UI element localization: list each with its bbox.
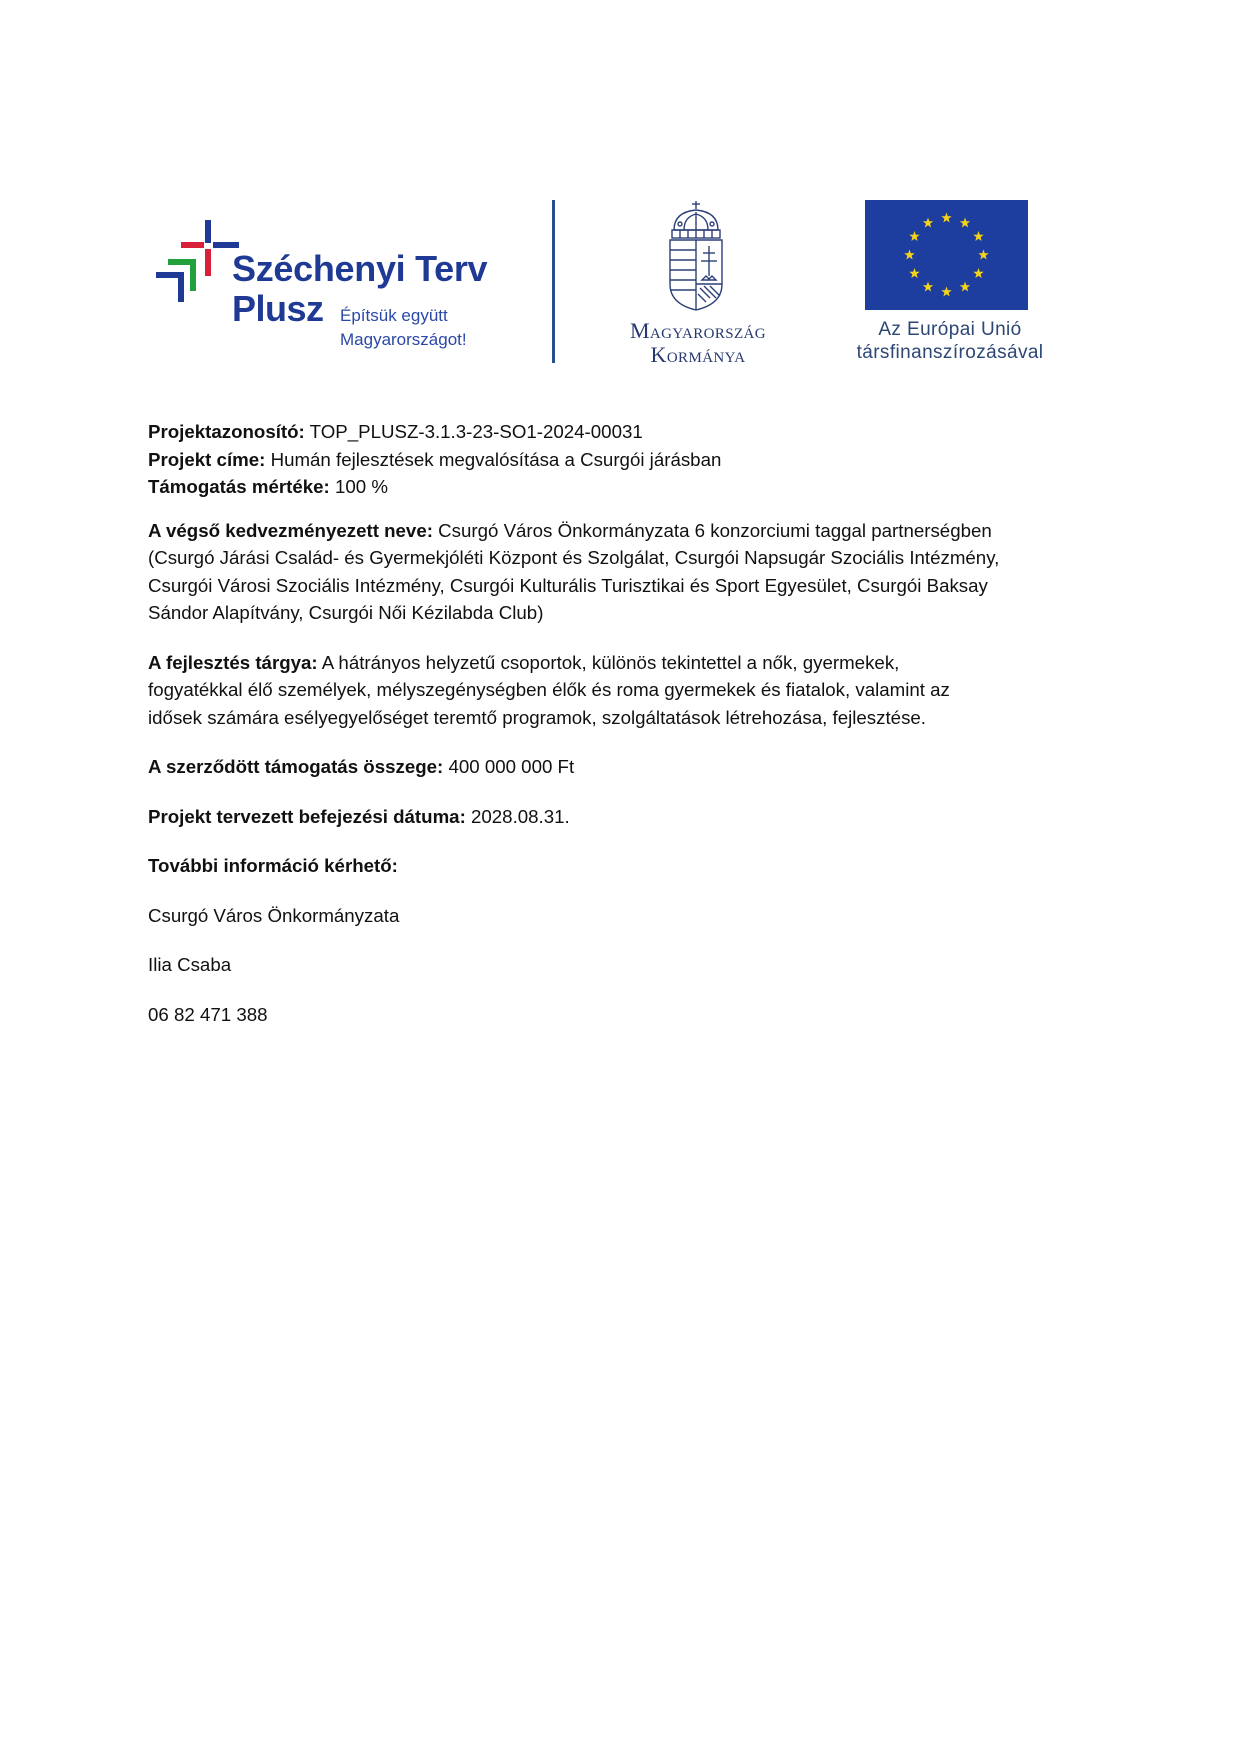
beneficiary-line: Sándor Alapítvány, Csurgói Női Kézilabda Club) (148, 602, 544, 623)
support-rate-label: Támogatás mértéke: (148, 476, 330, 497)
beneficiary-line: Csurgói Városi Szociális Intézmény, Csurgói Kulturális Turisztikai és Sport Egyesület, Csurgói Baksay (148, 574, 988, 596)
government-line-2: Kormánya (650, 342, 746, 367)
hungarian-coat-of-arms-icon (666, 200, 726, 312)
subject-label: A fejlesztés tárgya: (148, 651, 318, 673)
eu-flag-icon (865, 200, 1028, 310)
eu-label (830, 318, 1070, 364)
project-title-row (148, 446, 1098, 474)
project-id-label: Projektazonosító: (148, 421, 305, 442)
subject-line (148, 649, 1098, 677)
szechenyi-cross-icon (150, 212, 240, 302)
end-date-value: 2028.08.31. (465, 805, 570, 827)
amount-row (148, 753, 1098, 781)
project-title-label: Projekt címe: (148, 448, 266, 470)
project-title-value: Humán fejlesztések megvalósítása a Csurgói járásban (265, 448, 722, 470)
logo-divider (552, 200, 555, 363)
amount-value: 400 000 000 Ft (443, 756, 575, 777)
subject-block (148, 649, 1098, 732)
government-line-1: Magyarország (629, 318, 767, 343)
government-label (598, 319, 798, 367)
eu-line-1: Az Európai Unió (878, 319, 1022, 340)
project-id-row (148, 418, 1098, 446)
project-id-value: TOP_PLUSZ-3.1.3-23-SO1-2024-00031 (304, 421, 643, 442)
szechenyi-slogan (340, 304, 467, 352)
eu-cofinancing-logo (830, 200, 1070, 370)
beneficiary-line (148, 517, 1098, 545)
support-rate-row (148, 473, 1098, 501)
beneficiary-label: A végső kedvezményezett neve: (148, 519, 433, 541)
slogan-line-1: Építsük együtt (340, 306, 448, 325)
project-info (148, 418, 1098, 1028)
szechenyi-terv-plusz-logo (150, 212, 500, 362)
info-heading (148, 852, 1098, 880)
end-date-row (148, 803, 1098, 831)
contact-phone: 06 82 471 388 (148, 1003, 268, 1025)
szechenyi-title: Széchenyi Terv (232, 248, 488, 289)
eu-line-2: társfinanszírozásával (856, 342, 1044, 363)
amount-label: A szerződött támogatás összege: (148, 756, 444, 777)
subject-line: fogyatékkal élő személyek, mélyszegénységben élők és roma gyermekek és fiatalok, valamint az (148, 679, 950, 700)
beneficiary-text: Csurgó Város Önkormányzata 6 konzorciumi taggal partnerségben (432, 519, 992, 541)
beneficiary-block (148, 517, 1098, 627)
beneficiary-line: (Csurgó Járási Család- és Gyermekjóléti Központ és Szolgálat, Csurgói Napsugár Szociális Intézmény, (148, 547, 1000, 568)
subject-text: A hátrányos helyzetű csoportok, különös tekintettel a nők, gyermekek, (317, 651, 900, 673)
support-rate-value: 100 % (329, 476, 388, 497)
slogan-line-2: Magyarországot! (340, 330, 467, 349)
hungarian-government-logo (598, 200, 798, 365)
info-label: További információ kérhető: (148, 855, 398, 876)
contact-person: Ilia Csaba (148, 954, 232, 975)
project-header-block (148, 418, 1098, 501)
contact-organization: Csurgó Város Önkormányzata (148, 904, 400, 926)
subject-line: idősek számára esélyegyelőséget teremtő programok, szolgáltatások létrehozása, fejlesztése. (148, 706, 927, 728)
end-date-label: Projekt tervezett befejezési dátuma: (148, 805, 466, 827)
szechenyi-plusz: Plusz (232, 288, 324, 329)
